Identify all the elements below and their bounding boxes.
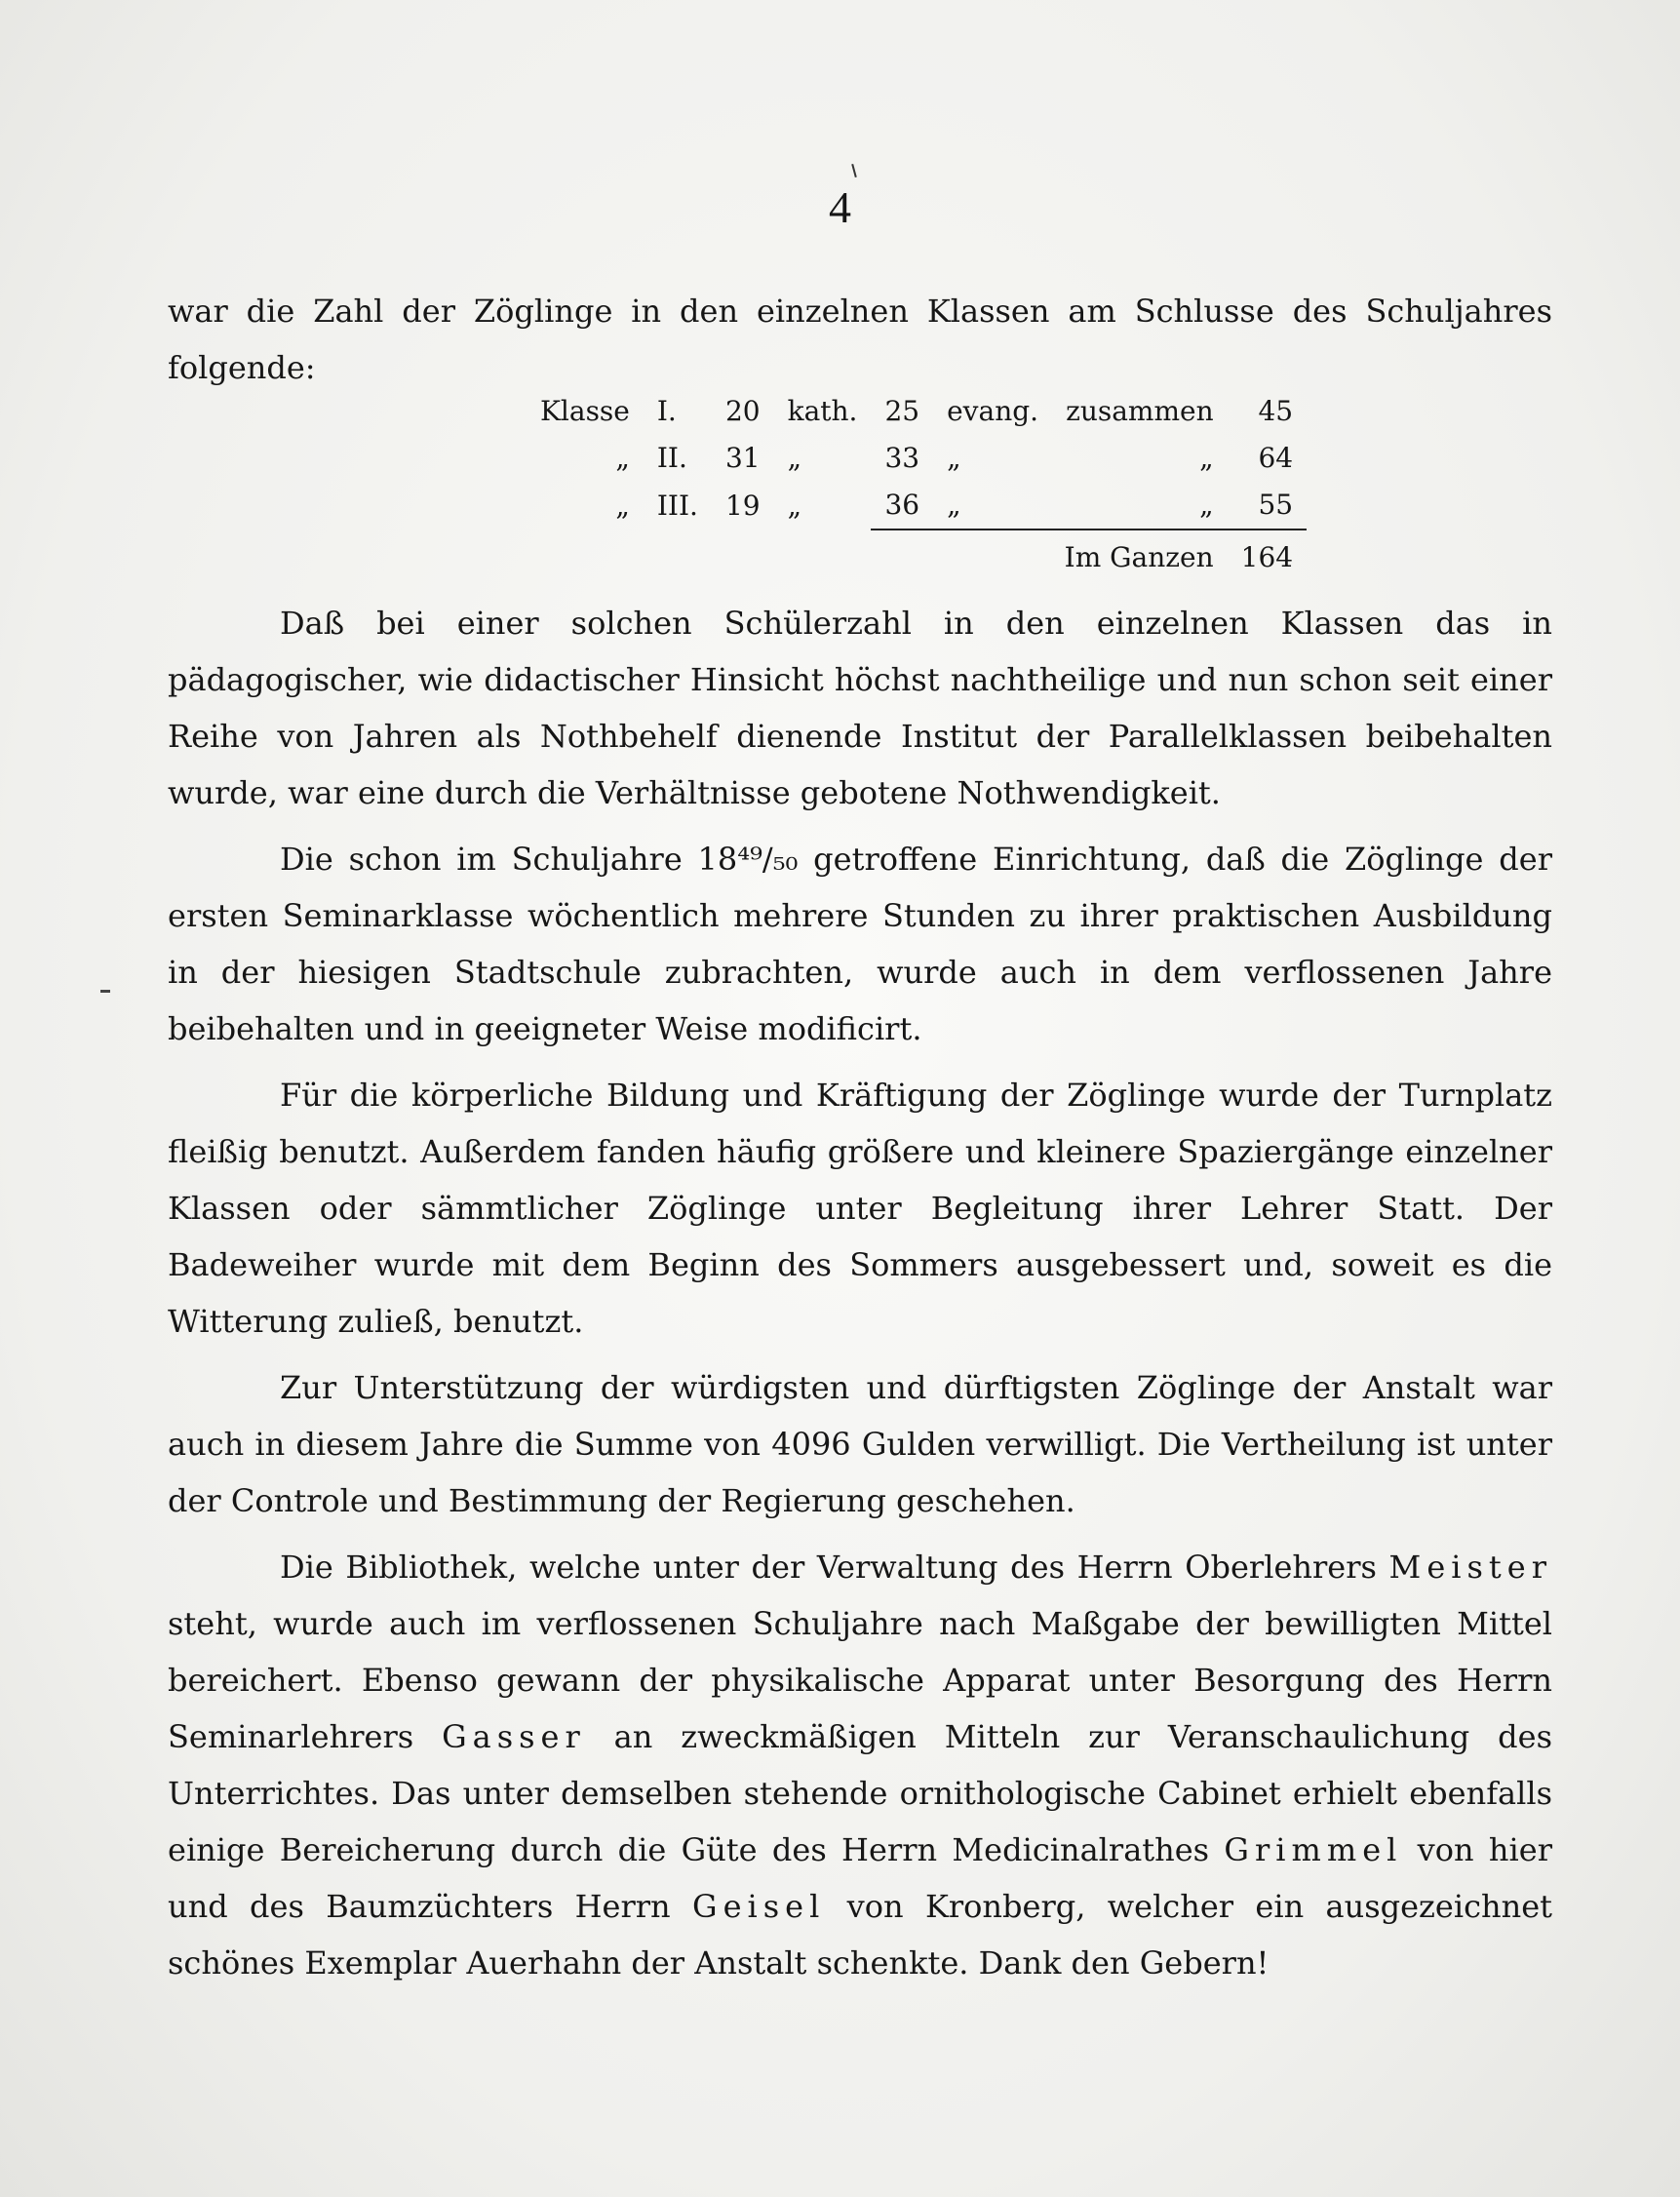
class-label: II.: [656, 442, 687, 474]
paragraph-parallel-classes: Daß bei einer solchen Schülerzahl in den einzelnen Klassen das in pädagogischer, wie didactischer Hinsicht höchst nachtheilige und nun schon seit einer Reihe von Jahren als Nothbehelf dienende Institut der Parallelklassen beibehalten wurde, war eine durch die Verhältnisse gebotene Nothwendigkeit.: [168, 605, 1552, 811]
table-row: [527, 435, 1307, 482]
scan-mark: [851, 164, 857, 177]
table-row: [527, 388, 1307, 435]
table-row: [527, 482, 1307, 530]
library-text-4: von hier und des Baumzüchters Herrn: [168, 1831, 1552, 1925]
kath-unit: „: [787, 442, 802, 474]
kath-count: 19: [724, 489, 761, 522]
evang-unit: „: [933, 482, 1052, 530]
row-label: Klasse: [540, 395, 630, 427]
library-text-3: an zweckmäßigen Mitteln zur Veranschaulichung des Unterrichtes. Das unter demselben stehende ornithologische Cabinet erhielt ebenfalls einige Bereicherung durch die Güte des Herrn Medicinalrathes: [168, 1718, 1553, 1868]
class-label: I.: [656, 395, 677, 427]
sum-label: „: [1199, 442, 1214, 474]
name-grimmel: Grimmel: [1224, 1831, 1403, 1868]
paragraph-practical-training: Die schon im Schuljahre 18⁴⁹/₅₀ getroffene Einrichtung, daß die Zöglinge der ersten Seminarklasse wöchentlich mehrere Stunden zu ihrer praktischen Ausbildung in der hiesigen Stadtschule zubrachten, wurde auch in dem verflossenen Jahre beibehalten und in geeigneter Weise modificirt.: [168, 841, 1552, 1047]
grand-total-value: 164: [1240, 541, 1294, 573]
row-total: 64: [1258, 442, 1294, 474]
row-total: 45: [1258, 395, 1294, 427]
intro-paragraph: war die Zahl der Zöglinge in den einzelnen Klassen am Schlusse des Schuljahres folgende:: [168, 293, 1552, 386]
kath-count: 31: [724, 442, 761, 474]
body-text: [168, 595, 1552, 2001]
evang-count: 25: [884, 395, 920, 427]
student-count-table: [527, 388, 1307, 581]
kath-unit: kath.: [787, 395, 858, 427]
name-meister: Meister: [1388, 1549, 1552, 1586]
library-text-5: von Kronberg, welcher ein ausgezeichnet schönes Exemplar Auerhahn der Anstalt schenkte. Dank den Gebern!: [168, 1888, 1553, 1981]
name-geisel: Geisel: [692, 1888, 826, 1925]
paragraph-library: [168, 1539, 1552, 1991]
row-label: „: [615, 442, 630, 474]
kath-unit: „: [787, 489, 802, 522]
library-text-2: steht, wurde auch im verflossenen Schuljahre nach Maßgabe der bewilligten Mittel bereichert. Ebenso gewann der physikalische Apparat unter Besorgung des Herrn Seminarlehrers: [168, 1605, 1552, 1755]
margin-mark: [100, 990, 110, 993]
evang-count: 33: [884, 442, 920, 474]
page-number: 4: [829, 182, 851, 232]
sum-label: „: [1052, 482, 1228, 530]
paragraph-financial-support: Zur Unterstützung der würdigsten und dürftigsten Zöglinge der Anstalt war auch in diesem Jahre die Summe von 4096 Gulden verwilligt. Die Vertheilung ist unter der Controle und Bestimmung der Regierung geschehen.: [168, 1369, 1552, 1519]
row-label: „: [615, 489, 630, 522]
evang-unit: „: [947, 442, 961, 474]
kath-count: 20: [724, 395, 761, 427]
sum-label: zusammen: [1066, 395, 1214, 427]
evang-count: 36: [871, 482, 933, 530]
paragraph-physical-education: Für die körperliche Bildung und Kräftigung der Zöglinge wurde der Turnplatz fleißig benutzt. Außerdem fanden häufig größere und kleinere Spaziergänge einzelner Klassen oder sämmtlicher Zöglinge unter Begleitung ihrer Lehrer Statt. Der Badeweiher wurde mit dem Beginn des Sommers ausgebessert und, soweit es die Witterung zuließ, benutzt.: [168, 1077, 1552, 1340]
grand-total-label: Im Ganzen: [1064, 541, 1214, 573]
library-text-1: Die Bibliothek, welche unter der Verwaltung des Herrn Oberlehrers: [280, 1549, 1389, 1586]
evang-unit: evang.: [947, 395, 1039, 427]
name-gasser: Gasser: [442, 1718, 586, 1755]
grand-total-row: [527, 530, 1307, 581]
class-label: III.: [656, 489, 698, 522]
row-total: 55: [1228, 482, 1307, 530]
